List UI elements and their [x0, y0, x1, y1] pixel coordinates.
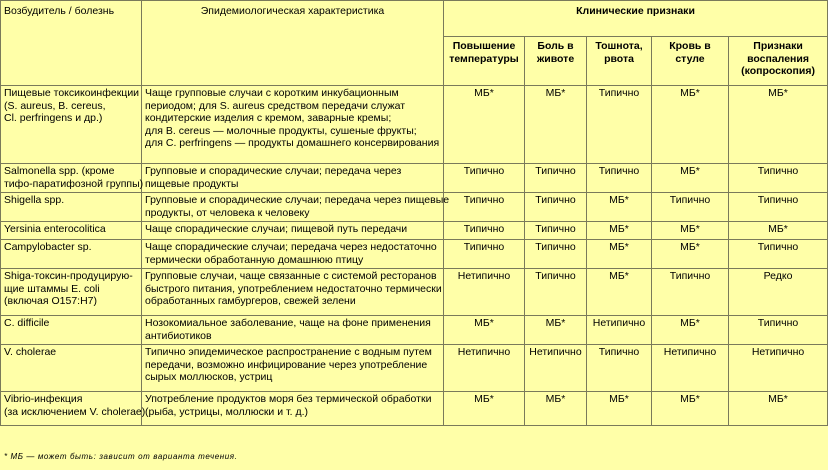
table-row: [1, 392, 828, 426]
header-nausea: Тошнота, рвота: [587, 37, 652, 86]
epidemiology-line: (рыба, устрицы, моллюски и т. д.): [145, 405, 309, 418]
abdominal-pain-cell: Типично: [525, 240, 587, 269]
pathogen-cell: [1, 240, 142, 269]
pathogen-line: V. cholerae: [4, 346, 57, 358]
table-row: [1, 193, 828, 222]
epidemiology-cell: [142, 345, 444, 392]
nausea-cell: МБ*: [587, 193, 652, 222]
pathogen-line: Cl. perfringens и др.): [4, 112, 103, 124]
nausea-cell: Типично: [587, 345, 652, 392]
inflammation-cell: Типично: [729, 240, 828, 269]
pathogen-line: (включая O157:H7): [4, 295, 97, 307]
epidemiology-line: Чаще спорадические случаи; пищевой путь передачи: [145, 223, 408, 235]
nausea-cell: Типично: [587, 164, 652, 193]
header-clinical: Клинические признаки: [444, 1, 828, 37]
pathogen-line: Shigella spp.: [4, 194, 65, 206]
pathogen-cell: [1, 345, 142, 392]
pathogen-line: C. difficile: [4, 317, 50, 329]
table-row: [1, 86, 828, 164]
fever-cell: Нетипично: [444, 269, 525, 316]
epidemiology-line: Нозокомиальное заболевание, чаще на фоне применения: [145, 317, 431, 329]
table-row: [1, 222, 828, 240]
fever-cell: МБ*: [444, 392, 525, 426]
abdominal-pain-cell: МБ*: [525, 86, 587, 164]
epidemiology-line: обработанных гамбургеров, свежей зелени: [145, 295, 356, 307]
nausea-cell: МБ*: [587, 222, 652, 240]
table-row: [1, 345, 828, 392]
pathogen-line: Campylobacter sp.: [4, 241, 92, 253]
abdominal-pain-cell: Типично: [525, 164, 587, 193]
epidemiology-line: Групповые случаи, чаще связанные с системой ресторанов: [145, 270, 437, 282]
pathogen-line: Shiga-токсин-продуцирую-: [4, 270, 133, 282]
blood-in-stool-cell: МБ*: [652, 164, 729, 193]
abdominal-pain-cell: Нетипично: [525, 345, 587, 392]
header-blood-in-stool: Кровь в стуле: [652, 37, 729, 86]
fever-cell: Нетипично: [444, 345, 525, 392]
inflammation-cell: МБ*: [729, 392, 828, 426]
header-inflammation: Признаки воспаления (копроскопия): [729, 37, 828, 86]
pathogen-cell: [1, 193, 142, 222]
epidemiology-line: термически обработанную домашнюю птицу: [145, 253, 364, 266]
header-abdominal-pain: Боль в животе: [525, 37, 587, 86]
blood-in-stool-cell: МБ*: [652, 392, 729, 426]
pathogen-line: щие штаммы E. coli: [4, 282, 100, 295]
blood-in-stool-cell: МБ*: [652, 316, 729, 345]
blood-in-stool-cell: Нетипично: [652, 345, 729, 392]
header-epidemiology: Эпидемиологическая характеристика: [142, 1, 444, 86]
epidemiology-line: быстрого питания, употреблением недостаточно термически: [145, 282, 442, 295]
abdominal-pain-cell: Типично: [525, 269, 587, 316]
nausea-cell: МБ*: [587, 240, 652, 269]
blood-in-stool-cell: МБ*: [652, 222, 729, 240]
inflammation-cell: Нетипично: [729, 345, 828, 392]
epidemiology-line: Групповые и спорадические случаи; передача через: [145, 165, 402, 177]
epidemiology-line: Чаще спорадические случаи; передача через недостаточно: [145, 241, 437, 253]
pathogen-line: Пищевые токсикоинфекции: [4, 87, 140, 99]
epidemiology-line: Групповые и спорадические случаи; передача через пищевые: [145, 194, 450, 206]
abdominal-pain-cell: Типично: [525, 193, 587, 222]
epidemiology-cell: [142, 164, 444, 193]
epidemiology-cell: [142, 222, 444, 240]
footnote: * МБ — может быть: зависит от варианта течения.: [4, 452, 238, 461]
fever-cell: Типично: [444, 193, 525, 222]
header-fever: Повышение температуры: [444, 37, 525, 86]
epidemiology-line: для B. cereus — молочные продукты, сушеные фрукты;: [145, 124, 417, 137]
table-row: [1, 316, 828, 345]
epidemiology-line: кондитерские изделия с кремом, заварные кремы;: [145, 112, 392, 124]
epidemiology-line: Чаще групповые случаи с коротким инкубационным: [145, 87, 399, 99]
epidemiology-line: антибиотиков: [145, 329, 212, 342]
epidemiology-cell: [142, 392, 444, 426]
abdominal-pain-cell: Типично: [525, 222, 587, 240]
nausea-cell: МБ*: [587, 392, 652, 426]
nausea-cell: Типично: [587, 86, 652, 164]
inflammation-cell: Типично: [729, 316, 828, 345]
pathogen-line: (S. aureus, B. cereus,: [4, 99, 106, 112]
pathogen-line: тифо-паратифозной группы): [4, 177, 144, 190]
pathogen-cell: [1, 392, 146, 426]
table-row: [1, 164, 828, 193]
blood-in-stool-cell: Типично: [652, 193, 729, 222]
blood-in-stool-cell: МБ*: [652, 240, 729, 269]
table-row: [1, 240, 828, 269]
nausea-cell: Нетипично: [587, 316, 652, 345]
fever-cell: Типично: [444, 240, 525, 269]
epidemiology-cell: [142, 86, 444, 164]
epidemiology-line: Типично эпидемическое распространение с водным путем: [145, 346, 432, 358]
epidemiology-cell: [142, 240, 444, 269]
epidemiology-cell: [142, 193, 450, 222]
epidemiology-line: передачи, возможно инфицирование через употребление: [145, 358, 428, 371]
blood-in-stool-cell: МБ*: [652, 86, 729, 164]
epidemiology-cell: [142, 269, 444, 316]
inflammation-cell: Редко: [729, 269, 828, 316]
blood-in-stool-cell: Типично: [652, 269, 729, 316]
epidemiology-line: пищевые продукты: [145, 177, 239, 190]
pathogen-cell: [1, 316, 142, 345]
epidemiology-line: сырых моллюсков, устриц: [145, 371, 273, 383]
pathogen-line: Vibrio-инфекция: [4, 393, 83, 405]
pathogen-line: (за исключением V. cholerae): [4, 405, 146, 418]
table-row: [1, 269, 828, 316]
pathogen-line: Salmonella spp. (кроме: [4, 165, 115, 177]
header-pathogen: Возбудитель / болезнь: [1, 1, 142, 86]
epidemiology-line: для C. perfringens — продукты домашнего консервирования: [145, 137, 440, 149]
inflammation-cell: Типично: [729, 193, 828, 222]
fever-cell: Типично: [444, 222, 525, 240]
inflammation-cell: МБ*: [729, 222, 828, 240]
epidemiology-line: Употребление продуктов моря без термической обработки: [145, 393, 432, 405]
pathogen-cell: [1, 269, 142, 316]
inflammation-cell: Типично: [729, 164, 828, 193]
epidemiology-line: периодом; для S. aureus средством передачи служат: [145, 99, 406, 112]
pathogen-cell: [1, 164, 142, 193]
abdominal-pain-cell: МБ*: [525, 392, 587, 426]
pathogen-line: Yersinia enterocolitica: [4, 223, 106, 235]
fever-cell: МБ*: [444, 316, 525, 345]
nausea-cell: МБ*: [587, 269, 652, 316]
fever-cell: МБ*: [444, 86, 525, 164]
pathogen-cell: [1, 222, 142, 240]
fever-cell: Типично: [444, 164, 525, 193]
epidemiology-line: продукты, от человека к человеку: [145, 206, 310, 219]
epidemiology-cell: [142, 316, 444, 345]
inflammation-cell: МБ*: [729, 86, 828, 164]
pathogen-cell: [1, 86, 142, 164]
abdominal-pain-cell: МБ*: [525, 316, 587, 345]
